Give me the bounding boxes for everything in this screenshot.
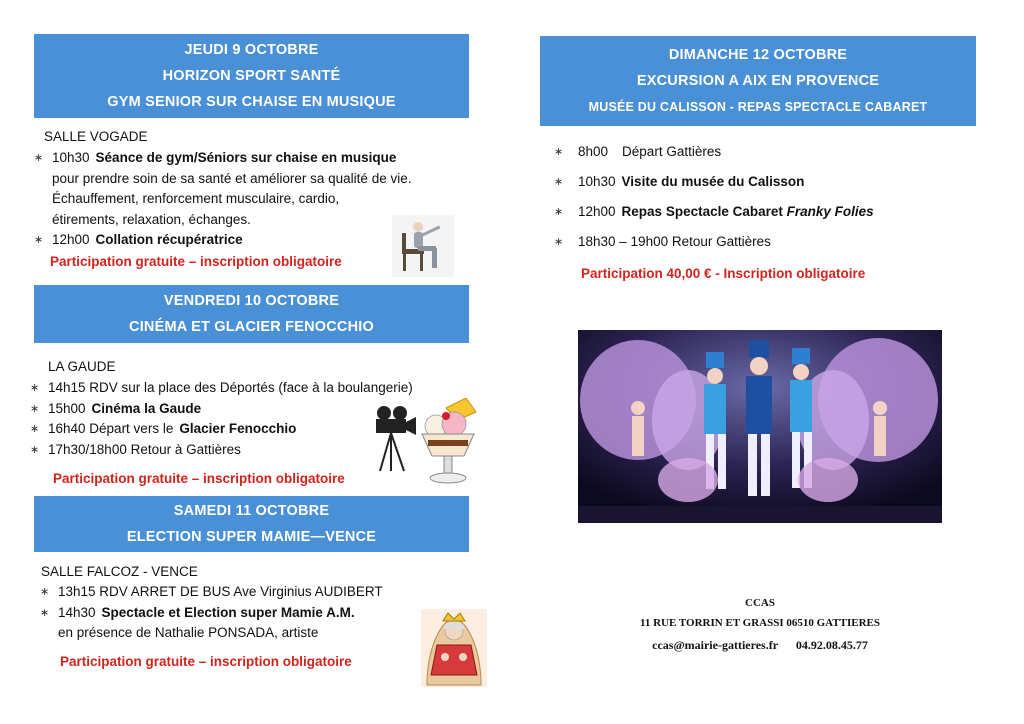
jeudi-event: HORIZON SPORT SANTÉ xyxy=(162,68,341,84)
samedi-date: SAMEDI 11 OCTOBRE xyxy=(173,503,330,519)
bullet-icon: ∗ xyxy=(554,176,564,188)
list-item: ∗ 17h30/18h00 Retour à Gattières xyxy=(26,440,476,461)
dimanche-activity: MUSÉE DU CALISSON - REPAS SPECTACLE CABARET xyxy=(588,100,928,114)
bullet-icon: ∗ xyxy=(34,152,44,164)
bullet-icon: ∗ xyxy=(554,236,564,248)
bullet-icon: ∗ xyxy=(30,443,40,456)
samedi-place: SALLE FALCOZ - VENCE xyxy=(41,564,198,579)
samedi-participation: Participation gratuite – inscription obligatoire xyxy=(60,654,352,669)
list-item: ∗ 15h00 Cinéma la Gaude xyxy=(26,399,476,420)
footer-phone: 04.92.08.45.77 xyxy=(795,638,868,652)
samedi-header xyxy=(34,496,469,552)
bullet-icon: ∗ xyxy=(40,606,50,619)
jeudi-header xyxy=(34,34,469,118)
super-mamie-illustration xyxy=(421,609,487,687)
footer-address: 11 RUE TORRIN ET GRASSI 06510 GATTIERES xyxy=(639,617,881,629)
list-item: ∗ 13h15 RDV ARRET DE BUS Ave Virginius AUDIBERT xyxy=(36,582,466,603)
bullet-icon: ∗ xyxy=(30,423,40,435)
bullet-icon: ∗ xyxy=(554,146,564,158)
list-item: ∗ 10h30 Séance de gym/Séniors sur chaise en musique pour prendre soin de sa santé et améliorer sa qualité de vie. Échauffement, renforcement musculaire, cardio, étirements, relaxation, échanges. xyxy=(34,150,412,227)
list-item: ∗ 18h30 – 19h00 Retour Gattières xyxy=(540,227,980,257)
dimanche-header xyxy=(540,36,976,126)
jeudi-participation: Participation gratuite – inscription obligatoire xyxy=(50,254,342,269)
jeudi-activity: GYM SENIOR SUR CHAISE EN MUSIQUE xyxy=(107,94,396,110)
dimanche-list xyxy=(540,137,980,257)
dimanche-date: DIMANCHE 12 OCTOBRE xyxy=(668,47,848,63)
footer-email: ccas@mairie-gattieres.fr xyxy=(652,638,778,652)
bullet-icon: ∗ xyxy=(554,206,564,218)
vendredi-participation: Participation gratuite – inscription obligatoire xyxy=(53,471,345,486)
dimanche-participation: Participation 40,00 € - Inscription obligatoire xyxy=(581,266,866,281)
vendredi-place: LA GAUDE xyxy=(48,359,116,374)
jeudi-place: SALLE VOGADE xyxy=(44,129,148,144)
movie-camera-icon xyxy=(372,405,418,473)
bullet-icon: ∗ xyxy=(34,234,44,246)
bullet-icon: ∗ xyxy=(40,586,50,598)
list-item: ∗ 14h15 RDV sur la place des Déportés (face à la boulangerie) xyxy=(26,378,476,399)
chair-gym-illustration xyxy=(392,215,454,277)
list-item: ∗ 10h30 Visite du musée du Calisson xyxy=(540,167,980,197)
bullet-icon: ∗ xyxy=(30,402,40,415)
vendredi-header xyxy=(34,285,469,343)
list-item: ∗ 14h30 Spectacle et Election super Mamie A.M. en présence de Nathalie PONSADA, artiste xyxy=(40,604,355,640)
list-item: ∗ 12h00 Repas Spectacle Cabaret Franky Folies xyxy=(540,197,980,227)
list-item: ∗ 12h00 Collation récupératrice xyxy=(30,230,470,251)
vendredi-event: CINÉMA ET GLACIER FENOCCHIO xyxy=(129,319,374,335)
list-item: ∗ 8h00 Départ Gattières xyxy=(540,137,980,167)
cabaret-show-photo xyxy=(578,330,942,523)
vendredi-date: VENDREDI 10 OCTOBRE xyxy=(163,293,340,309)
jeudi-date: JEUDI 9 OCTOBRE xyxy=(184,42,319,58)
dimanche-event: EXCURSION A AIX EN PROVENCE xyxy=(636,73,880,89)
footer-org: CCAS xyxy=(745,597,775,609)
samedi-event: ELECTION SUPER MAMIE—VENCE xyxy=(126,529,377,545)
list-item: ∗ 16h40 Départ vers le Glacier Fenocchio xyxy=(26,419,476,440)
bullet-icon: ∗ xyxy=(30,382,40,394)
footer-contact xyxy=(600,638,920,653)
samedi-list xyxy=(36,582,466,644)
ice-cream-sundae-icon xyxy=(418,398,480,486)
